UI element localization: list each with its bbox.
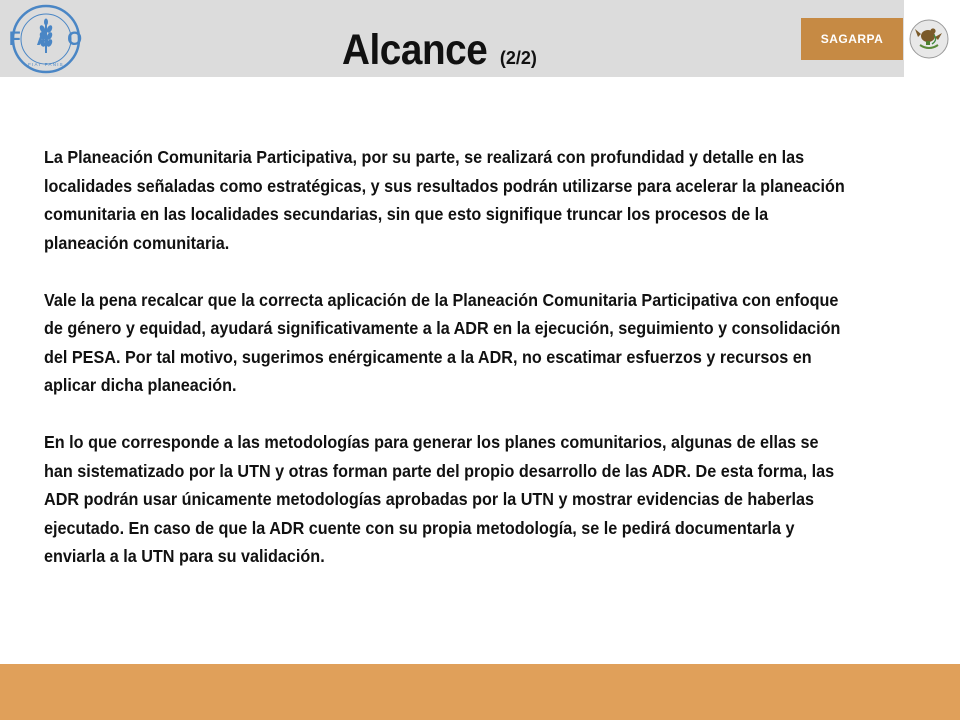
page-title	[342, 26, 537, 75]
title-main: Alcance	[342, 26, 488, 74]
body-text	[44, 143, 849, 599]
svg-text:FAO: FAO	[8, 29, 100, 50]
sagarpa-logo	[801, 18, 903, 60]
fao-logo	[6, 3, 100, 75]
mexico-coat-of-arms-icon	[908, 18, 950, 60]
sagarpa-label: SAGARPA	[820, 32, 884, 46]
title-page-indicator: (2/2)	[499, 48, 537, 68]
svg-text:FIAT PANIS: FIAT PANIS	[28, 62, 64, 67]
paragraph-1: La Planeación Comunitaria Participativa, por su parte, se realizará con profundidad y detalle en las localidades señaladas como estratégicas, y sus resultados podrán utilizarse para acelerar la planeación comunitaria en las localidades secundarias, sin que esto signifique truncar los procesos de la planeación comunitaria.	[44, 147, 845, 253]
footer-band	[0, 664, 960, 720]
paragraph-2: Vale la pena recalcar que la correcta aplicación de la Planeación Comunitaria Participativa con enfoque de género y equidad, ayudará significativamente a la ADR en la ejecución, seguimiento y consolidación del PESA. Por tal motivo, sugerimos enérgicamente a la ADR, no escatimar esfuerzos y recursos en aplicar dicha planeación.	[44, 289, 841, 395]
paragraph-3: En lo que corresponde a las metodologías para generar los planes comunitarios, algunas de ellas se han sistematizado por la UTN y otras forman parte del propio desarrollo de las ADR. De esta forma, las ADR podrán usar únicamente metodologías aprobadas por la UTN y mostrar evidencias de haberlas ejecutado. En caso de que la ADR cuente con su propia metodología, se le pedirá documentarla y enviarla a la UTN para su validación.	[44, 432, 835, 566]
